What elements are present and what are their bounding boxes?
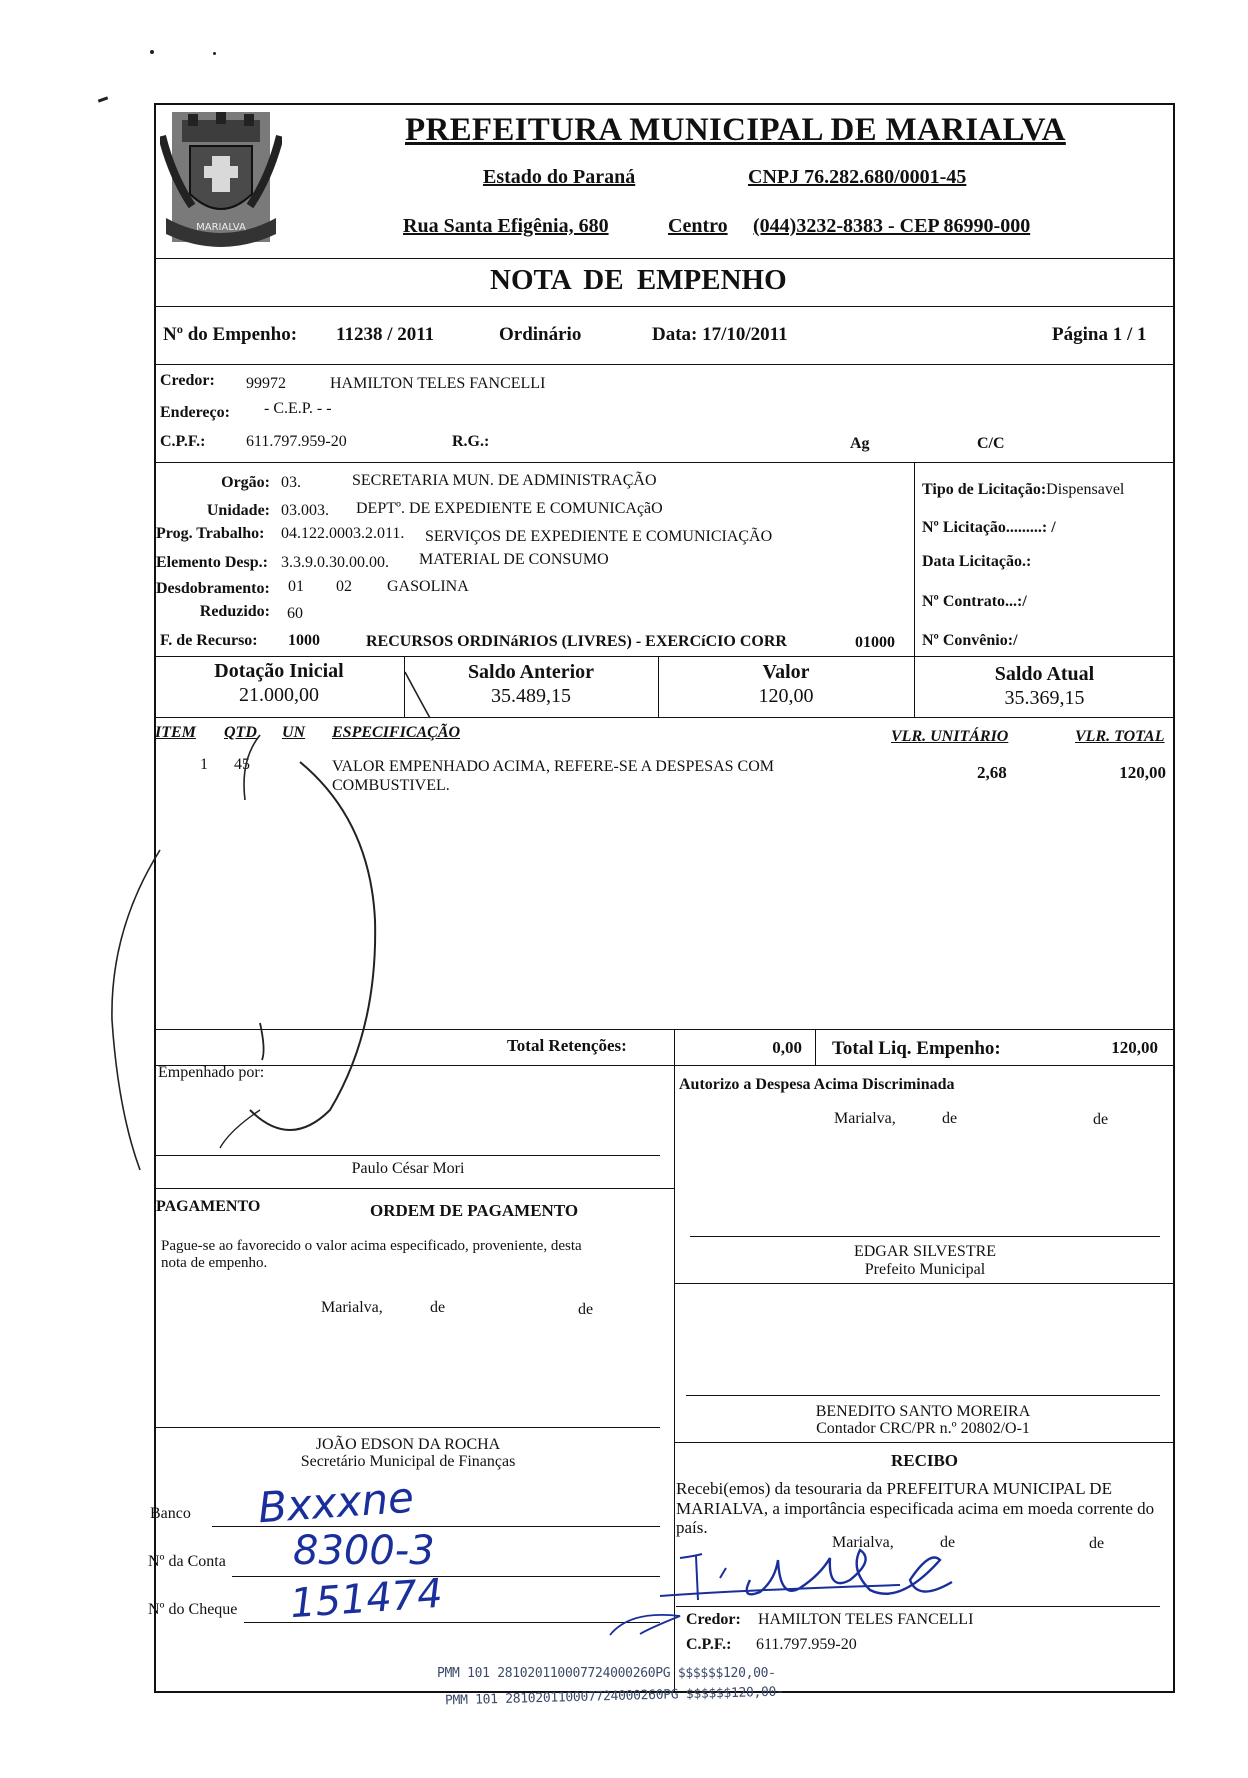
unidade-name: DEPTº. DE EXPEDIENTE E COMUNICAçãO: [356, 500, 663, 517]
auth-stamp-1: PMM 101 281020110007724000260PG $$$$$$120,00-: [437, 1666, 776, 1681]
credor-signature: [600, 1530, 1040, 1640]
prefeito-role: Prefeito Municipal: [864, 1261, 986, 1278]
unidade-label: Unidade:: [206, 502, 270, 519]
total-retencoes-value: 0,00: [772, 1038, 802, 1057]
licitacao-contrato: Nº Contrato...:/: [922, 593, 1027, 610]
credor-name: HAMILTON TELES FANCELLI: [330, 375, 546, 392]
banco-label: Banco: [150, 1505, 191, 1522]
rg-label: R.G.:: [452, 433, 490, 450]
auth-stamp-2: PMM 101 281020110007724000260PG $$$$$$120,00-: [444, 1684, 784, 1709]
empenho-page: Página 1 / 1: [1052, 324, 1147, 345]
autorizo-city: Marialva,: [834, 1110, 896, 1127]
empenhado-name: Paulo César Mori: [351, 1160, 465, 1177]
recurso-name: RECURSOS ORDINáRIOS (LIVRES) - EXERCíCIO CORR: [366, 633, 787, 650]
scan-speck: [213, 52, 216, 55]
prog-name: SERVIÇOS DE EXPEDIENTE E COMUNICIAÇÃO: [425, 528, 773, 545]
elemento-name: MATERIAL DE CONSUMO: [419, 551, 609, 568]
empenho-date: Data: 17/10/2011: [652, 324, 788, 345]
item-spec-line1: VALOR EMPENHADO ACIMA, REFERE-SE A DESPESAS COM: [332, 758, 774, 775]
item-unit-value: 2,68: [977, 763, 1007, 782]
document-title: NOTA DE EMPENHO: [490, 264, 787, 296]
orgao-code: 03.: [281, 474, 301, 491]
pagamento-text-line2: nota de empenho.: [161, 1255, 268, 1271]
col-qtd: QTD: [224, 724, 257, 741]
recurso-code2: 01000: [855, 634, 895, 651]
cpf-label: C.P.F.:: [160, 433, 206, 450]
autorizo-label: Autorizo a Despesa Acima Discriminada: [679, 1076, 955, 1093]
recibo-line2: MARIALVA, a importância especificada acima em moeda corrente do: [676, 1499, 1155, 1518]
dotacao-inicial-label: Dotação Inicial: [214, 660, 344, 682]
empenho-number: 11238 / 2011: [336, 324, 435, 345]
reduzido-label: Reduzido:: [199, 603, 270, 620]
recibo-city: Marialva,: [832, 1534, 894, 1551]
empenhado-label: Empenhado por:: [158, 1064, 265, 1081]
item-total-value: 120,00: [1119, 763, 1166, 782]
licitacao-numero: Nº Licitação.........: /: [922, 519, 1056, 536]
desdobramento-label: Desdobramento:: [156, 580, 270, 597]
total-liq-value: 120,00: [1111, 1038, 1158, 1057]
svg-text:MARIALVA: MARIALVA: [196, 222, 246, 233]
header-phone-cep: (044)3232-8383 - CEP 86990-000: [753, 215, 1031, 237]
item-number: 1: [200, 756, 208, 773]
scan-speck: [150, 50, 154, 54]
recibo-title: RECIBO: [890, 1451, 959, 1470]
saldo-anterior-value: 35.489,15: [491, 685, 571, 707]
dotacao-inicial-value: 21.000,00: [239, 684, 319, 706]
recibo-de1: de: [940, 1534, 956, 1551]
recibo-line1: Recebi(emos) da tesouraria da PREFEITURA MUNICIPAL DE: [676, 1479, 1112, 1498]
header-title: PREFEITURA MUNICIPAL DE MARIALVA: [405, 112, 1066, 148]
scan-speck: [98, 96, 108, 102]
cc-label: C/C: [977, 435, 1005, 452]
pagamento-city: Marialva,: [321, 1299, 383, 1316]
header-district: Centro: [668, 215, 728, 237]
desdobramento-1: 01: [288, 578, 304, 595]
endereco-value: - C.E.P. - -: [264, 400, 332, 417]
prog-code: 04.122.0003.2.011.: [281, 525, 405, 542]
valor-label: Valor: [762, 661, 810, 683]
empenho-type: Ordinário: [499, 324, 582, 345]
recurso-code: 1000: [288, 632, 320, 649]
recibo-line3: país.: [676, 1518, 708, 1537]
recibo-credor-name: HAMILTON TELES FANCELLI: [758, 1611, 974, 1628]
recurso-label: F. de Recurso:: [160, 632, 258, 649]
autorizo-de1: de: [942, 1110, 958, 1127]
endereco-label: Endereço:: [160, 404, 230, 421]
orgao-label: Orgão:: [221, 474, 270, 491]
ordem-pagamento-label: ORDEM DE PAGAMENTO: [370, 1201, 579, 1220]
credor-label: Credor:: [160, 372, 215, 389]
recibo-de2: de: [1089, 1535, 1105, 1552]
conta-handwritten: 8300-3: [293, 1528, 435, 1574]
desdobramento-2: 02: [336, 578, 352, 595]
cheque-label: Nº do Cheque: [148, 1601, 238, 1618]
col-vlr-total: VLR. TOTAL: [1075, 728, 1165, 745]
reduzido-value: 60: [287, 605, 303, 622]
col-item: ITEM: [155, 724, 196, 741]
header-address: Rua Santa Efigênia, 680: [403, 215, 609, 237]
prog-label: Prog. Trabalho:: [156, 525, 265, 542]
total-liq-label: Total Liq. Empenho:: [832, 1038, 1001, 1059]
desdobramento-name: GASOLINA: [387, 578, 469, 595]
banco-handwritten: Bxxxne: [256, 1472, 416, 1533]
secretario-role: Secretário Municipal de Finanças: [300, 1453, 516, 1470]
licitacao-data: Data Licitação.:: [922, 553, 1032, 570]
contador-name: BENEDITO SANTO MOREIRA: [815, 1403, 1031, 1420]
col-un: UN: [282, 724, 306, 741]
cpf-value: 611.797.959-20: [246, 433, 347, 450]
pagamento-text-line1: Pague-se ao favorecido o valor acima especificado, proveniente, desta: [161, 1238, 582, 1254]
recibo-credor-label: Credor:: [686, 1611, 741, 1628]
col-especificacao: ESPECIFICAÇÃO: [332, 724, 461, 741]
prefeito-name: EDGAR SILVESTRE: [853, 1243, 997, 1260]
licitacao-tipo-label: Tipo de Licitação:Dispensavel: [922, 481, 1125, 498]
total-retencoes-label: Total Retenções:: [507, 1036, 627, 1055]
credor-code: 99972: [246, 375, 286, 392]
autorizo-de2: de: [1093, 1111, 1109, 1128]
elemento-label: Elemento Desp.:: [156, 554, 268, 571]
header-cnpj: CNPJ 76.282.680/0001-45: [748, 166, 967, 188]
licitacao-convenio: Nº Convênio:/: [922, 632, 1018, 649]
saldo-anterior-label: Saldo Anterior: [467, 661, 595, 683]
conta-label: Nº da Conta: [148, 1553, 226, 1570]
unidade-code: 03.003.: [281, 502, 329, 519]
pagamento-label: PAGAMENTO: [156, 1198, 261, 1215]
recibo-cpf: 611.797.959-20: [756, 1636, 857, 1653]
valor-value: 120,00: [758, 685, 814, 707]
elemento-code: 3.3.9.0.30.00.00.: [281, 554, 389, 571]
header-state: Estado do Paraná: [483, 166, 636, 188]
item-spec-line2: COMBUSTIVEL.: [332, 777, 450, 794]
orgao-name: SECRETARIA MUN. DE ADMINISTRAÇÃO: [352, 472, 657, 489]
cheque-handwritten: 151474: [288, 1570, 445, 1628]
pagamento-de2: de: [578, 1301, 594, 1318]
pagamento-de1: de: [430, 1299, 446, 1316]
saldo-atual-value: 35.369,15: [1004, 687, 1085, 709]
col-vlr-unitario: VLR. UNITÁRIO: [891, 728, 1009, 745]
secretario-name: JOÃO EDSON DA ROCHA: [315, 1436, 501, 1453]
recibo-cpf-label: C.P.F.:: [686, 1636, 732, 1653]
empenho-number-label: Nº do Empenho:: [163, 324, 298, 345]
ag-label: Ag: [850, 435, 870, 452]
saldo-atual-label: Saldo Atual: [994, 663, 1095, 685]
coat-of-arms-logo: [160, 106, 282, 256]
contador-role: Contador CRC/PR n.º 20802/O-1: [816, 1420, 1030, 1437]
item-qtd: 45: [234, 756, 250, 773]
